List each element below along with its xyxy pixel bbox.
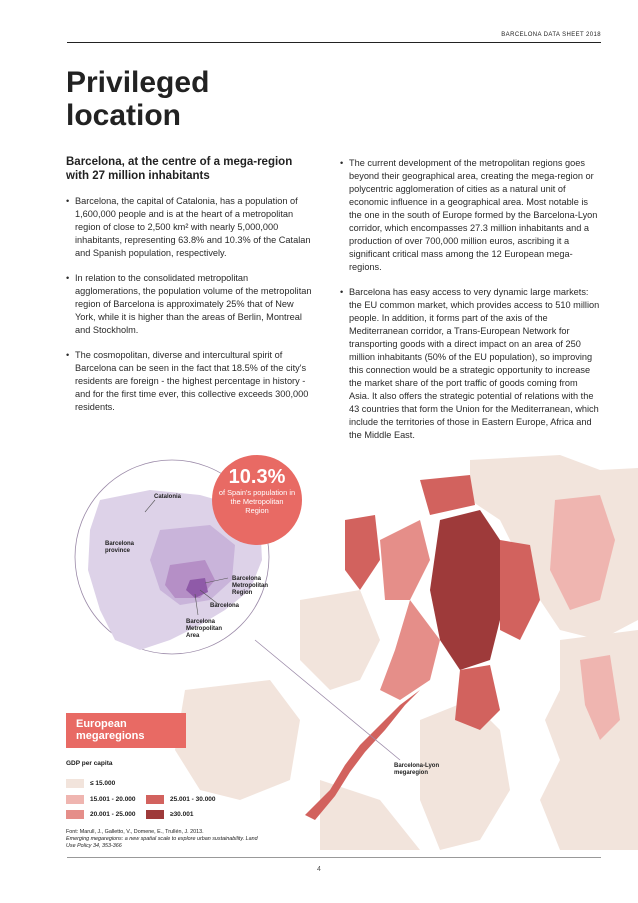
legend-title: GDP per capita bbox=[66, 760, 113, 767]
legend-label: ≥30.001 bbox=[170, 811, 194, 818]
running-header: BARCELONA DATA SHEET 2018 bbox=[501, 32, 601, 38]
label-catalonia: Catalonia bbox=[154, 494, 182, 500]
source-note bbox=[66, 829, 266, 850]
legend-label: ≤ 15.000 bbox=[90, 780, 116, 787]
legend-swatch bbox=[146, 810, 164, 819]
stat-value: 10.3% bbox=[228, 466, 286, 488]
label-barcelona-province: Barcelona province bbox=[105, 541, 135, 554]
legend-label: 25.001 - 30.000 bbox=[170, 796, 216, 803]
legend-swatch bbox=[66, 795, 84, 804]
bullet-item: • The cosmopolitan, diverse and intercultural spirit of Barcelona can be seen in the fact that 18.5% of the city's residents are foreign - the highest percentage in history - and for the first time ever, this collective exceeds 300,000 residents. bbox=[66, 349, 316, 414]
label-megaregion: Barcelona-Lyon megaregion bbox=[394, 763, 440, 776]
left-bullet-list bbox=[66, 195, 316, 414]
region-shape bbox=[175, 680, 300, 800]
megaregions-panel-title bbox=[66, 713, 186, 748]
label-metropolitan-area: Barcelona Metropolitan Area bbox=[186, 619, 222, 639]
title-line-2: location bbox=[66, 99, 182, 132]
legend-swatch bbox=[66, 779, 84, 788]
footer-rule bbox=[67, 857, 601, 858]
right-column bbox=[340, 157, 600, 454]
bullet-item: • Barcelona, the capital of Catalonia, has a population of 1,600,000 people and is at the heart of a metropolitan region of close to 2,500 km² with nearly 5,000,000 inhabitants, representing 63.8% and 10.3% of the Catalan and Spanish population, respectively. bbox=[66, 195, 316, 260]
right-bullet-list bbox=[340, 157, 600, 442]
section-subtitle: Barcelona, at the centre of a mega-region with 27 million inhabitants bbox=[66, 156, 293, 182]
legend-label: 20.001 - 25.000 bbox=[90, 811, 136, 818]
page-title bbox=[66, 66, 286, 132]
region-shape bbox=[300, 590, 380, 690]
left-column bbox=[66, 155, 316, 426]
title-line-1: Privileged bbox=[66, 66, 210, 99]
population-stat-badge bbox=[212, 455, 302, 545]
region-shape bbox=[345, 515, 380, 590]
source-title: Emerging megaregions: a new spatial scale to explore urban sustainability. Land Use Policy 34, 353-366 bbox=[66, 836, 258, 849]
europe-megaregion-map bbox=[0, 450, 638, 850]
panel-title-text: European megaregions bbox=[76, 718, 145, 742]
region-shape bbox=[455, 665, 500, 730]
header-rule bbox=[67, 42, 601, 43]
region-shape bbox=[430, 510, 505, 670]
stat-text: of Spain's population in the Metropolitan Region bbox=[218, 488, 296, 515]
region-shape bbox=[380, 600, 440, 700]
source-label: Font: Marull, J., Galletto, V., Domene, E., Trullén, J. 2013. bbox=[66, 829, 204, 835]
bullet-item: • In relation to the consolidated metropolitan agglomerations, the population volume of the metropolitan region of Barcelona is approximately 25% that of New York, while it is higher than the areas of Berlin, Montreal and Stockholm. bbox=[66, 272, 316, 337]
region-shape bbox=[420, 475, 475, 515]
label-metropolitan-region: Barcelona Metropolitan Region bbox=[232, 576, 268, 596]
page-number: 4 bbox=[317, 866, 321, 873]
legend-swatch bbox=[66, 810, 84, 819]
bullet-item: • The current development of the metropolitan regions goes beyond their geographical area, creating the mega-region or polycentric agglomeration of cities as a natural unit of economic influence in a geographical area. Most notable is the one in the south of Europe formed by the Barcelona-Lyon corridor, which encompasses 27.3 million inhabitants and a production of over 700,000 million euros, ascribing it a significant critical mass among the 12 European mega-regions. bbox=[340, 157, 600, 274]
region-shape bbox=[380, 520, 430, 600]
legend-label: 15.001 - 20.000 bbox=[90, 796, 136, 803]
legend-swatch bbox=[146, 795, 164, 804]
label-barcelona: Barcelona bbox=[210, 603, 240, 609]
bullet-item: • Barcelona has easy access to very dynamic large markets: the EU common market, which provides access to 510 million people. In addition, it forms part of the axis of the Mediterranean corridor, a Trans-European Network for transporting goods with a direct impact on an area of 250 million inhabitants (50% of the EU population), so improving this connection would be a strategic opportunity to increase the market share of the port traffic of goods coming from Asia. It also offers the strategic potential of relations with the 43 countries that form the Union for the Mediterranean, which include the territories of those in Eastern Europe, Africa and the Middle East. bbox=[340, 286, 600, 442]
